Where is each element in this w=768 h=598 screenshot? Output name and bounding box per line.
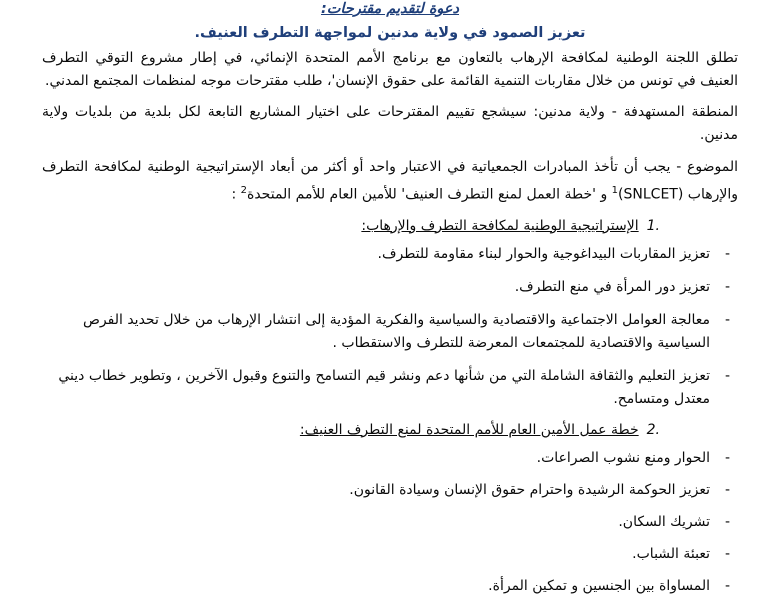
list-item bbox=[42, 309, 738, 355]
section-1-title: الإستراتيجية الوطنية لمكافحة التطرف والإرهاب: bbox=[361, 217, 639, 234]
footnote-ref-2[interactable]: 2 bbox=[240, 185, 247, 196]
section-2-title: خطة عمل الأمين العام للأمم المتحدة لمنع التطرف العنيف: bbox=[299, 421, 639, 438]
list-item bbox=[42, 543, 738, 566]
list-item bbox=[42, 276, 738, 299]
section-2-heading bbox=[42, 419, 738, 441]
bullet-dash: - bbox=[724, 545, 730, 562]
list-item-text: تعزيز المقاربات البيداغوجية والحوار لبناء مقاومة للتطرف. bbox=[377, 245, 710, 262]
list-item-text: تعبئة الشباب. bbox=[632, 545, 710, 562]
bullet-dash: - bbox=[724, 278, 730, 295]
bullet-dash: - bbox=[724, 367, 730, 384]
topic-text-1: الموضوع - يجب أن تأخذ المبادرات الجمعياتية في الاعتبار واحد أو أكثر من أبعاد الإستراتيجية الوطنية لمكافحة التطرف والإرهاب (SNLCET) bbox=[42, 159, 738, 203]
topic-paragraph bbox=[42, 156, 738, 207]
list-item-text: تعزيز الحوكمة الرشيدة واحترام حقوق الإنسان وسيادة القانون. bbox=[349, 481, 710, 498]
bullet-dash: - bbox=[724, 245, 730, 262]
list-item bbox=[42, 447, 738, 470]
section-1-heading bbox=[42, 215, 738, 237]
bullet-dash: - bbox=[724, 481, 730, 498]
list-item bbox=[42, 479, 738, 502]
target-region-paragraph: المنطقة المستهدفة - ولاية مدنين: سيشجع تقييم المقترحات على اختيار المشاريع التابعة لكل بلدية من بلديات ولاية مدنين. bbox=[42, 104, 738, 143]
list-item bbox=[42, 243, 738, 266]
bullet-dash: - bbox=[724, 513, 730, 530]
section-1-number: 1. bbox=[646, 217, 660, 234]
list-item bbox=[42, 575, 738, 598]
section-1-list bbox=[42, 243, 738, 411]
list-item-text: المساواة بين الجنسين و تمكين المرأة. bbox=[488, 577, 710, 594]
list-item bbox=[42, 511, 738, 534]
list-item-text: تعزيز التعليم والثقافة الشاملة التي من شأنها دعم ونشر قيم التسامح والتنوع وقبول الآخرين ، وتطوير خطاب ديني معتدل ومتسامح. bbox=[58, 367, 710, 407]
document-subtitle: تعزيز الصمود في ولاية مدنين لمواجهة التطرف العنيف. bbox=[194, 25, 586, 41]
bullet-dash: - bbox=[724, 577, 730, 594]
list-item-text: تعزيز دور المرأة في منع التطرف. bbox=[514, 278, 710, 295]
bullet-dash: - bbox=[724, 311, 730, 328]
footnote-ref-1[interactable]: 1 bbox=[611, 185, 619, 196]
intro-paragraph: تطلق اللجنة الوطنية لمكافحة الإرهاب بالتعاون مع برنامج الأمم المتحدة الإنمائي، في إطار مشروع التوقي التطرف العنيف في تونس من خلال مقاربات التنمية القائمة على حقوق الإنسان'، طلب مقترحات موجه لمنظمات المجتمع المدني. bbox=[42, 50, 738, 89]
list-item bbox=[42, 365, 738, 411]
document-title: دعوة لتقديم مقترحات: bbox=[320, 1, 460, 17]
topic-text-2: و 'خطة العمل لمنع التطرف العنيف' للأمين العام للأمم المتحدة bbox=[247, 186, 612, 203]
section-2-list bbox=[42, 447, 738, 598]
bullet-dash: - bbox=[724, 449, 730, 466]
section-2-number: 2. bbox=[646, 421, 660, 438]
list-item-text: الحوار ومنع نشوب الصراعات. bbox=[536, 449, 710, 466]
topic-text-3: : bbox=[231, 186, 241, 203]
list-item-text: تشريك السكان. bbox=[618, 513, 710, 530]
list-item-text: معالجة العوامل الاجتماعية والاقتصادية والسياسية والفكرية المؤدية إلى انتشار الإرهاب من خلال تحديد الفرص السياسية والاقتصادية للمجتمعات المعرضة للتطرف والاستقطاب . bbox=[83, 311, 710, 351]
